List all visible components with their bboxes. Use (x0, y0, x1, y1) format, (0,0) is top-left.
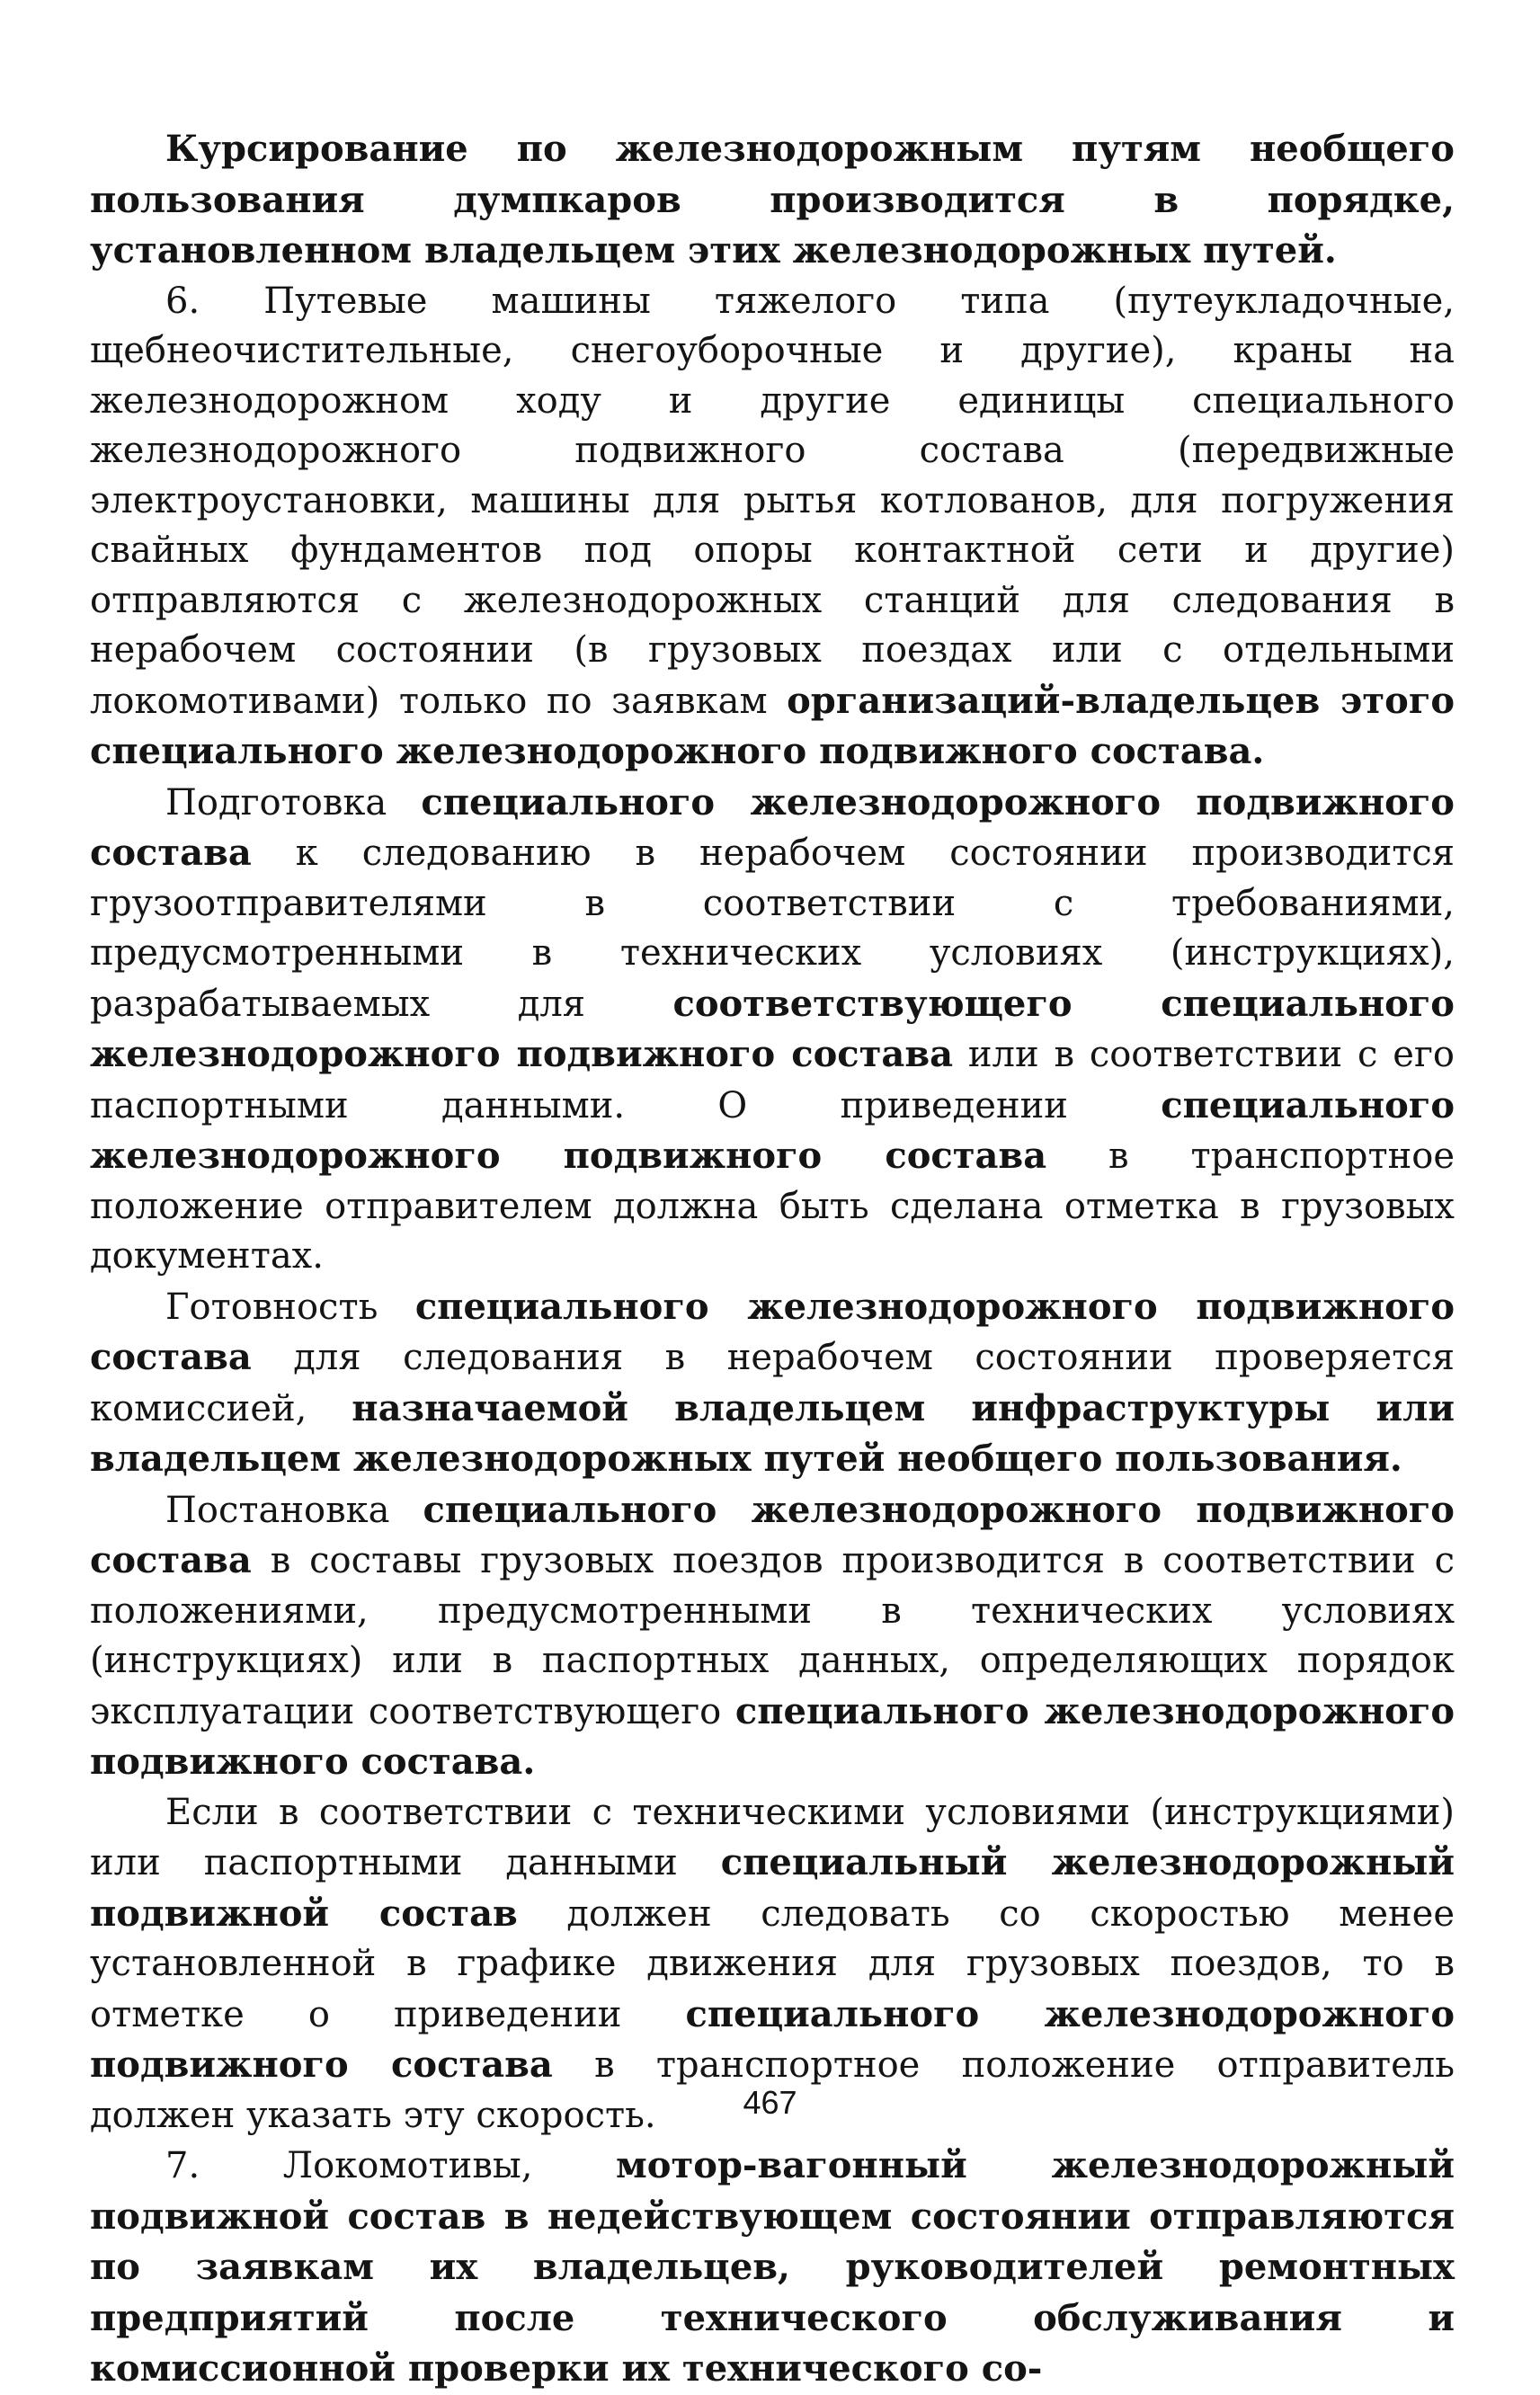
paragraph-3-segment-1: Подготовка (165, 781, 422, 824)
paragraph-1-segment-1: Курсирование по железнодорожным путям необщего пользования думпкаров производится в порядке, установленном владельцем этих железнодорожных путей. (90, 128, 1455, 272)
paragraph-6-segment-3: должен следовать со скоростью менее установленной в графике движения для грузовых поездов, то в отметке о приведении (90, 1892, 1455, 2035)
paragraph-5-segment-3: в составы грузовых поездов производится в соответствии с положениями, предусмотренными в технических условиях (инструкциях) или в паспортных данных, определяющих порядок эксплуатации соответствующего (90, 1540, 1455, 1732)
paragraph-5-segment-4: специального железнодорожного подвижного состава. (90, 1689, 1455, 1783)
paragraph-4-segment-3: для следования в нерабочем состоянии проверяется комиссией, (90, 1337, 1455, 1429)
paragraph-6-segment-1: Если в соответствии с техническими условиями (инструкциями) или паспортными данными (90, 1791, 1455, 1883)
paragraph-3-segment-5: или в соответствии с его паспортными данными. О приведении (90, 1034, 1455, 1126)
paragraph-4-readiness (90, 1282, 1455, 1485)
paragraph-2-segment-1: 6. Путевые машины тяжелого типа (путеукладочные, щебнеочистительные, снегоуборочные и другие), краны на железнодорожном ходу и другие единицы специального железнодорожного подвижного состава (передвижные электроустановки, машины для рытья котлованов, для погружения свайных фундаментов под опоры контактной сети и другие) отправляются с железнодорожных станций для следования в нерабочем состоянии (в грузовых поездах или с отдельными локомотивами) только по заявкам (90, 280, 1455, 722)
paragraph-4-segment-2: специального железнодорожного подвижного состава (90, 1285, 1455, 1378)
paragraph-5-segment-2: специального железнодорожного подвижного состава (90, 1488, 1455, 1581)
paragraph-1 (90, 124, 1455, 277)
paragraph-4-segment-1: Готовность (165, 1286, 415, 1328)
paragraph-5-placement (90, 1485, 1455, 1788)
paragraph-6-segment-4: специального железнодорожного подвижного состава (90, 1992, 1455, 2086)
paragraph-3-segment-3: к следованию в нерабочем состоянии производится грузоотправителями в соответствии с требованиями, предусмотренными в технических условиях (инструкциях), разрабатываемых для (90, 832, 1455, 1025)
paragraph-3-segment-7: в транспортное положение отправителем должна быть сделана отметка в грузовых документах. (90, 1135, 1455, 1277)
paragraph-3-preparation (90, 778, 1455, 1282)
paragraph-6-segment-2: специальный железнодорожный подвижной состав (90, 1841, 1455, 1935)
paragraph-6-segment-5: в транспортное положение отправитель должен указать эту скорость. (90, 2044, 1455, 2136)
document-body (90, 124, 1455, 2395)
paragraph-3-segment-6: специального железнодорожного подвижного состава (90, 1083, 1455, 1177)
paragraph-4-segment-4: назначаемой владельцем инфраструктуры или владельцем железнодорожных путей необщего пользования. (90, 1386, 1455, 1480)
paragraph-2-segment-2: организаций-владельцев этого специального железнодорожного подвижного состава. (90, 679, 1455, 772)
paragraph-7-item-7 (90, 2141, 1455, 2395)
paragraph-7-segment-2: мотор-вагонный железнодорожный подвижной состав в недействующем состоянии отправляются по заявкам их владельцев, руководителей ремонтных предприятий после технического обслуживания и комиссионной проверки их технического со- (90, 2144, 1455, 2390)
paragraph-7-segment-1: 7. Локомотивы, (165, 2145, 617, 2186)
paragraph-5-segment-1: Постановка (165, 1489, 423, 1531)
page-number: 467 (743, 2084, 797, 2121)
paragraph-2-item-6 (90, 277, 1455, 778)
paragraph-3-segment-4: соответствующего специального железнодорожного подвижного состава (90, 982, 1455, 1075)
paragraph-3-segment-2: специального железнодорожного подвижного состава (90, 780, 1455, 874)
